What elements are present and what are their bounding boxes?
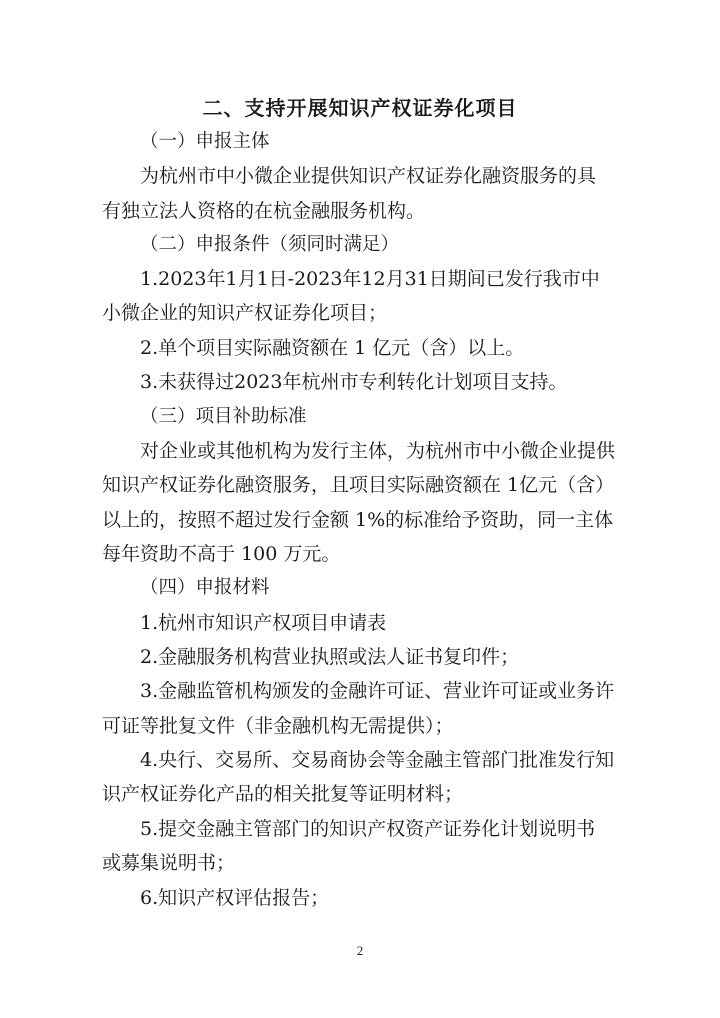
paragraph-line: 2.金融服务机构营业执照或法人证书复印件； [140,646,520,668]
subheading-conditions: （二）申报条件（须同时满足） [140,234,400,255]
subheading-subsidy: （三）项目补助标准 [140,406,307,427]
paragraph-line: 以上的，按照不超过发行金额 1%的标准给予资助，同一主体 [102,509,614,531]
paragraph-line: 可证等批复文件（非金融机构无需提供）； [102,715,454,737]
paragraph-line: 1.2023年1月1日-2023年12月31日期间已发行我市中 [140,268,600,290]
paragraph-line: 或募集说明书； [102,852,236,874]
paragraph-line: 2.单个项目实际融资额在 1 亿元（含）以上。 [140,337,525,359]
subheading-applicant: （一）申报主体 [140,131,270,152]
section-title: 二、支持开展知识产权证券化项目 [202,96,518,120]
paragraph-line: 有独立法人资格的在杭金融服务机构。 [102,200,426,222]
page-number: 2 [356,943,364,958]
paragraph-line: 3.未获得过2023年杭州市专利转化计划项目支持。 [140,371,568,393]
subheading-materials: （四）申报材料 [140,577,270,598]
paragraph-line: 6.知识产权评估报告； [140,887,330,909]
paragraph-line: 4.央行、交易所、交易商协会等金融主管部门批准发行知 [140,749,615,771]
paragraph-line: 识产权证券化产品的相关批复等证明材料； [102,783,464,805]
paragraph-line: 知识产权证券化融资服务，且项目实际融资额在 1亿元（含） [102,474,615,496]
paragraph-line: 为杭州市中小微企业提供知识产权证券化融资服务的具 [140,165,597,187]
paragraph-line: 1.杭州市知识产权项目申请表 [140,612,387,634]
paragraph-line: 对企业或其他机构为发行主体，为杭州市中小微企业提供 [140,440,616,462]
paragraph-line: 每年资助不高于 100 万元。 [102,543,341,565]
paragraph-line: 小微企业的知识产权证券化项目； [102,302,388,324]
paragraph-line: 5.提交金融主管部门的知识产权资产证券化计划说明书 [140,818,596,840]
paragraph-line: 3.金融监管机构颁发的金融许可证、营业许可证或业务许 [140,680,615,702]
